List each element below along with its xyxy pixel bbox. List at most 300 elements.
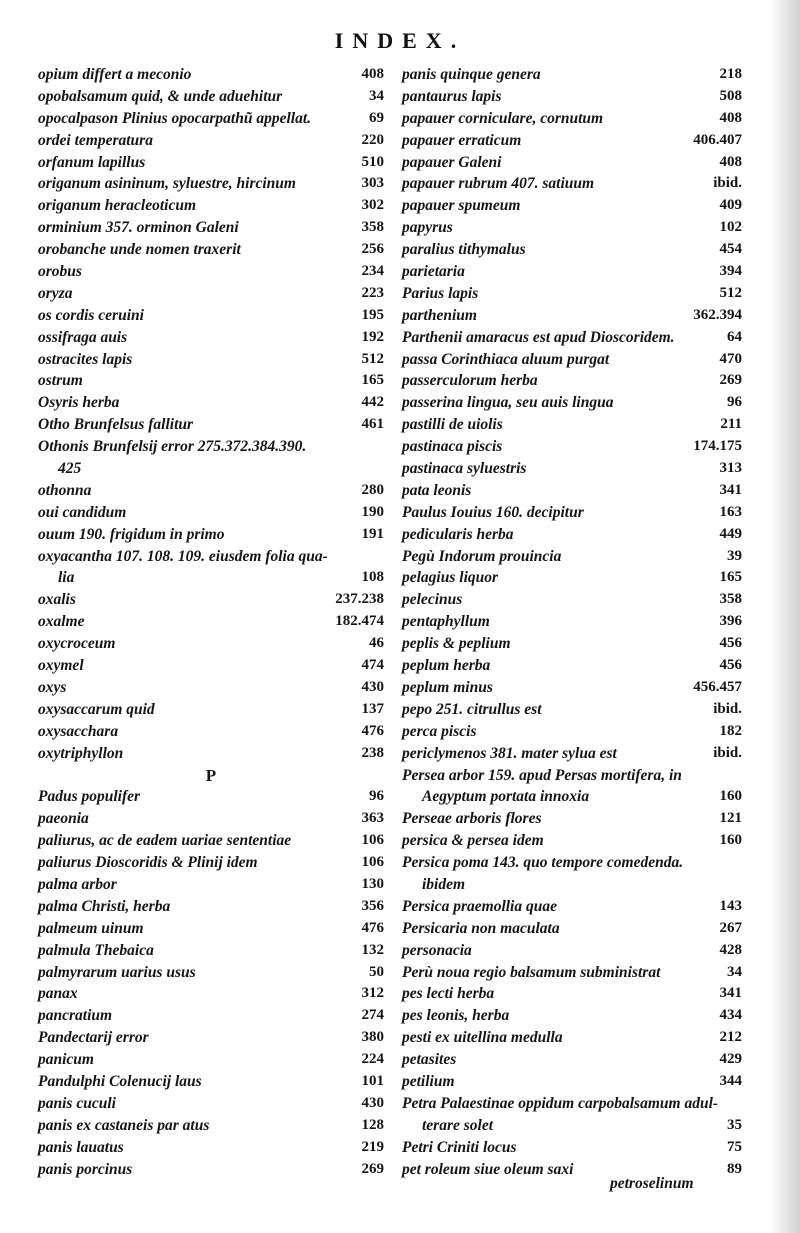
index-term: panis quinque genera: [402, 66, 541, 83]
page-number: 174.175: [693, 438, 742, 455]
index-entry: [402, 261, 742, 283]
page-number: 34: [727, 963, 742, 980]
index-term: Parthenii amaracus est apud Dioscoridem.: [402, 328, 675, 346]
index-term: palmula Thebaica: [38, 941, 154, 959]
page-number: 408: [719, 153, 742, 170]
index-entry: [402, 743, 742, 765]
index-entry: [402, 962, 742, 984]
page-number: 160: [719, 788, 742, 805]
page-number: 75: [727, 1138, 742, 1155]
index-entry: [38, 918, 384, 940]
index-entry: [402, 217, 742, 239]
index-entry: [38, 699, 384, 721]
page-number: 508: [719, 87, 742, 104]
index-term: Petra Palaestinae oppidum carpobalsamum adul-: [402, 1094, 719, 1112]
index-term: orobanche unde nomen traxerit: [38, 241, 241, 259]
page-number: 434: [719, 1007, 742, 1024]
index-term: periclymenos 381. mater sylua est: [402, 744, 617, 762]
index-entry: [402, 655, 742, 677]
index-term: petasites: [402, 1051, 457, 1069]
index-entry: [38, 195, 384, 217]
index-entry: [402, 830, 742, 852]
page-number: 356: [361, 897, 384, 914]
page-number: 363: [361, 810, 384, 827]
index-entry: [402, 918, 742, 940]
page-number: ibid.: [713, 175, 742, 192]
page-edge-shadow: [770, 0, 800, 1233]
index-entry: [38, 392, 384, 414]
index-term: ouum 190. frigidum in primo: [38, 525, 225, 543]
index-term: passa Corinthiaca aluum purgat: [402, 350, 610, 368]
index-term: Perseae arboris flores: [402, 810, 542, 828]
index-term: oxalme: [38, 613, 85, 631]
index-term: ossifraga auis: [38, 328, 128, 346]
index-term: ostrum: [38, 372, 83, 390]
index-entry: [402, 699, 742, 721]
page-number: 269: [361, 1160, 384, 1177]
index-term: opocalpason Plinius opocarpathũ appellat.: [38, 109, 312, 127]
index-entry: [38, 414, 384, 436]
index-term: pantaurus lapis: [402, 87, 502, 105]
index-term: pata leonis: [402, 481, 472, 499]
index-term: palma arbor: [38, 875, 117, 893]
index-term: origanum asininum, syluestre, hircinum: [38, 175, 296, 193]
index-term: oxys: [38, 678, 67, 696]
index-term: lia: [58, 569, 75, 587]
index-term: paeonia: [38, 810, 89, 828]
index-entry: [402, 108, 742, 130]
page-number: 341: [719, 985, 742, 1002]
page-number: 163: [719, 503, 742, 520]
index-entry: [402, 874, 742, 896]
index-entry: [402, 480, 742, 502]
page-number: 34: [369, 87, 384, 104]
index-entry: [38, 830, 384, 852]
index-entry: [402, 327, 742, 349]
page-number: 429: [719, 1051, 742, 1068]
index-entry: [402, 896, 742, 918]
index-term: panis lauatus: [38, 1138, 124, 1156]
page-number: 143: [719, 897, 742, 914]
index-entry: [38, 567, 384, 589]
index-term: palma Christi, herba: [38, 897, 171, 915]
index-term: paliurus Dioscoridis & Plinij idem: [38, 854, 258, 872]
index-term: oui candidum: [38, 503, 127, 521]
index-entry: [38, 655, 384, 677]
index-entry: [38, 1115, 384, 1137]
page-number: 406.407: [693, 131, 742, 148]
page-number: 238: [361, 744, 384, 761]
page-number: 512: [361, 350, 384, 367]
page-number: 442: [361, 394, 384, 411]
index-entry: [38, 239, 384, 261]
index-term: personacia: [402, 941, 472, 959]
index-entry: [38, 786, 384, 808]
index-term: ostracites lapis: [38, 350, 133, 368]
index-entry: [402, 458, 742, 480]
index-entry: [38, 611, 384, 633]
index-entry: [402, 567, 742, 589]
page-number: 394: [719, 263, 742, 280]
index-entry: [402, 983, 742, 1005]
index-term: P: [205, 765, 217, 785]
index-term: pentaphyllum: [402, 613, 490, 631]
index-entry: [402, 502, 742, 524]
index-term: oxalis: [38, 591, 76, 609]
page-number: 192: [361, 328, 384, 345]
page-number: ibid.: [713, 744, 742, 761]
index-entry: [38, 589, 384, 611]
index-entry: [402, 611, 742, 633]
page-number: 46: [369, 635, 384, 652]
index-term: panicum: [38, 1051, 94, 1069]
index-entry: [402, 1115, 742, 1137]
index-term: Otho Brunfelsus fallitur: [38, 416, 194, 434]
index-term: pepo 251. citrullus est: [402, 700, 542, 718]
index-term: orminium 357. orminon Galeni: [38, 219, 239, 237]
index-entry: [38, 86, 384, 108]
index-term: papauer Galeni: [402, 153, 502, 171]
index-entry: [38, 852, 384, 874]
index-term: Padus populifer: [38, 788, 141, 806]
index-term: Persica praemollia quae: [402, 897, 557, 915]
index-term: ibidem: [422, 875, 466, 893]
page-number: 130: [361, 875, 384, 892]
index-term: Persea arbor 159. apud Persas mortifera, in: [402, 766, 682, 784]
page-number: 106: [361, 854, 384, 871]
index-term: Perù noua regio balsamum subministrat: [402, 963, 661, 981]
index-entry: [38, 480, 384, 502]
index-term: pelecinus: [402, 591, 463, 609]
index-entry: [38, 721, 384, 743]
page-number: 108: [361, 569, 384, 586]
index-term: pedicularis herba: [402, 525, 514, 543]
page-number: 128: [361, 1116, 384, 1133]
page-number: 224: [361, 1051, 384, 1068]
page-number: 408: [719, 109, 742, 126]
page-number: 456: [719, 657, 742, 674]
page-number: 474: [361, 657, 384, 674]
page-number: 269: [719, 372, 742, 389]
index-term: orobus: [38, 263, 82, 281]
index-term: panax: [38, 985, 78, 1003]
page-number: 165: [719, 569, 742, 586]
index-entry: [38, 217, 384, 239]
index-entry: [402, 283, 742, 305]
index-term: parietaria: [402, 263, 465, 281]
index-term: opium differt a meconio: [38, 66, 192, 83]
index-term: papauer erraticum: [402, 131, 522, 149]
index-entry: [402, 1137, 742, 1159]
index-entry: [38, 327, 384, 349]
index-term: papyrus: [402, 219, 453, 237]
index-entry: [38, 283, 384, 305]
index-entry: [38, 896, 384, 918]
page-number: 35: [727, 1116, 742, 1133]
index-term: pastilli de uiolis: [402, 416, 503, 434]
page-number: 430: [361, 1094, 384, 1111]
index-entry: [38, 152, 384, 174]
page-number: 408: [361, 66, 384, 82]
index-term: 425: [58, 460, 82, 478]
index-entry: [402, 173, 742, 195]
page-number: 476: [361, 919, 384, 936]
index-term: Othonis Brunfelsij error 275.372.384.390.: [38, 438, 307, 456]
page-number: 39: [727, 547, 742, 564]
index-term: paralius tithymalus: [402, 241, 526, 259]
index-term: othonna: [38, 481, 92, 499]
index-term: papauer corniculare, cornutum: [402, 109, 604, 127]
index-term: panis ex castaneis par atus: [38, 1116, 210, 1134]
page-number: 313: [719, 460, 742, 477]
page-number: 428: [719, 941, 742, 958]
index-term: perca piscis: [402, 722, 477, 740]
index-term: pesti ex uitellina medulla: [402, 1029, 563, 1047]
index-term: opobalsamum quid, & unde aduehitur: [38, 87, 283, 105]
page-number: 191: [361, 525, 384, 542]
index-term: Petri Criniti locus: [402, 1138, 517, 1156]
page-number: 121: [719, 810, 742, 827]
index-term: oxysacchara: [38, 722, 119, 740]
index-term: pastinaca piscis: [402, 438, 503, 456]
page-number: 234: [361, 263, 384, 280]
page-number: 50: [369, 963, 384, 980]
index-term: passerina lingua, seu auis lingua: [402, 394, 614, 412]
index-term: pastinaca syluestris: [402, 460, 527, 478]
page-number: 358: [719, 591, 742, 608]
index-entry: [38, 64, 384, 86]
page-number: 182: [719, 722, 742, 739]
page-number: 218: [719, 66, 742, 82]
left-column: [38, 64, 384, 1180]
page-number: 219: [361, 1138, 384, 1155]
page-number: 456: [719, 635, 742, 652]
index-term: petilium: [402, 1072, 455, 1090]
page-number: 223: [361, 284, 384, 301]
section-letter: [38, 765, 384, 787]
index-term: Persicaria non maculata: [402, 919, 560, 937]
index-entry: [38, 370, 384, 392]
index-term: palmyrarum uarius usus: [38, 963, 196, 981]
page-number: 106: [361, 832, 384, 849]
index-term: Pandulphi Colenucij laus: [38, 1072, 202, 1090]
page-number: 102: [719, 219, 742, 236]
index-entry: [38, 305, 384, 327]
page-number: 165: [361, 372, 384, 389]
index-term: oxycroceum: [38, 635, 116, 653]
page-number: 430: [361, 678, 384, 695]
index-entry: [38, 546, 384, 568]
page-number: 456.457: [693, 678, 742, 695]
index-entry: [402, 589, 742, 611]
index-entry: [402, 349, 742, 371]
index-entry: [38, 524, 384, 546]
index-term: palmeum uinum: [38, 919, 144, 937]
index-entry: [38, 173, 384, 195]
index-entry: [402, 940, 742, 962]
page-number: 212: [719, 1029, 742, 1046]
index-entry: [38, 1137, 384, 1159]
index-term: origanum heracleoticum: [38, 197, 197, 215]
index-entry: [38, 349, 384, 371]
page-number: 274: [361, 1007, 384, 1024]
page-number: 220: [361, 131, 384, 148]
page-number: 160: [719, 832, 742, 849]
index-entry: [402, 765, 742, 787]
page-number: 190: [361, 503, 384, 520]
index-entry: [38, 108, 384, 130]
index-term: Persica poma 143. quo tempore comedenda.: [402, 854, 684, 872]
index-entry: [38, 1159, 384, 1181]
index-entry: [402, 1093, 742, 1115]
index-term: orfanum lapillus: [38, 153, 146, 171]
page-number: 510: [361, 153, 384, 170]
index-entry: [402, 370, 742, 392]
page-number: 512: [719, 284, 742, 301]
index-term: pet roleum siue oleum saxi: [402, 1160, 574, 1178]
page-number: 182.474: [335, 613, 384, 630]
index-term: Paulus Iouius 160. decipitur: [402, 503, 584, 521]
page-number: 344: [719, 1072, 742, 1089]
page-number: 267: [719, 919, 742, 936]
index-term: Aegyptum portata innoxia: [422, 788, 590, 806]
page-number: 89: [727, 1160, 742, 1177]
index-term: pes leonis, herba: [402, 1007, 510, 1025]
page-number: 303: [361, 175, 384, 192]
index-entry: [38, 502, 384, 524]
page-number: 132: [361, 941, 384, 958]
page-number: 64: [727, 328, 742, 345]
page-number: 195: [361, 306, 384, 323]
index-entry: [38, 130, 384, 152]
index-entry: [402, 1027, 742, 1049]
index-entry: [38, 983, 384, 1005]
page-number: 96: [369, 788, 384, 805]
index-entry: [38, 962, 384, 984]
index-term: Osyris herba: [38, 394, 120, 412]
index-entry: [402, 1071, 742, 1093]
page-number: 358: [361, 219, 384, 236]
page-number: 302: [361, 197, 384, 214]
page-number: 101: [361, 1072, 384, 1089]
index-entry: [38, 1093, 384, 1115]
index-entry: [402, 677, 742, 699]
index-term: ordei temperatura: [38, 131, 153, 149]
index-entry: [402, 64, 742, 86]
index-entry: [38, 1027, 384, 1049]
index-entry: [38, 1005, 384, 1027]
index-term: oxyacantha 107. 108. 109. eiusdem folia qua-: [38, 547, 328, 565]
page-number: 256: [361, 241, 384, 258]
page-number: 96: [727, 394, 742, 411]
index-entry: [38, 436, 384, 458]
right-column: [402, 64, 742, 1180]
index-entry: [402, 852, 742, 874]
index-term: parthenium: [402, 306, 477, 324]
index-term: oxysaccarum quid: [38, 700, 155, 718]
index-entry: [402, 633, 742, 655]
page-number: 454: [719, 241, 742, 258]
page-number: 396: [719, 613, 742, 630]
index-entry: [402, 546, 742, 568]
catchword: petroselinum: [610, 1175, 694, 1192]
index-entry: [402, 152, 742, 174]
index-term: Pandectarij error: [38, 1029, 149, 1047]
index-term: pes lecti herba: [402, 985, 495, 1003]
index-entry: [38, 1049, 384, 1071]
index-term: papauer rubrum 407. satiuum: [402, 175, 595, 193]
index-entry: [38, 743, 384, 765]
index-entry: [402, 436, 742, 458]
index-term: paliurus, ac de eadem uariae sententiae: [38, 832, 292, 850]
index-entry: [38, 458, 384, 480]
index-entry: [38, 261, 384, 283]
index-term: passerculorum herba: [402, 372, 538, 390]
page-number: 362.394: [693, 306, 742, 323]
index-entry: [402, 1049, 742, 1071]
index-term: Pegù Indorum prouincia: [402, 547, 562, 565]
page-number: 470: [719, 350, 742, 367]
index-entry: [38, 940, 384, 962]
page-number: 137: [361, 700, 384, 717]
index-term: oxytriphyllon: [38, 744, 124, 762]
index-term: oxymel: [38, 657, 84, 675]
page-number: 461: [361, 416, 384, 433]
index-entry: [38, 874, 384, 896]
index-entry: [402, 414, 742, 436]
page-number: 69: [369, 109, 384, 126]
index-term: pelagius liquor: [402, 569, 499, 587]
index-entry: [402, 86, 742, 108]
index-term: Parius lapis: [402, 284, 479, 302]
index-term: pancratium: [38, 1007, 113, 1025]
page-number: 380: [361, 1029, 384, 1046]
index-entry: [402, 239, 742, 261]
index-entry: [38, 1071, 384, 1093]
index-entry: [402, 392, 742, 414]
index-term: oryza: [38, 284, 73, 302]
page-number: 280: [361, 481, 384, 498]
page-number: 476: [361, 722, 384, 739]
index-entry: [402, 1005, 742, 1027]
index-term: panis porcinus: [38, 1160, 133, 1178]
index-term: panis cuculi: [38, 1094, 116, 1112]
index-term: persica & persea idem: [402, 832, 544, 850]
page-number: 341: [719, 481, 742, 498]
page-header: INDEX.: [334, 28, 466, 53]
index-entry: [402, 808, 742, 830]
page-number: 449: [719, 525, 742, 542]
index-entry: [402, 721, 742, 743]
index-entry: [402, 130, 742, 152]
index-entry: [38, 677, 384, 699]
index-term: os cordis ceruini: [38, 306, 144, 324]
index-term: peplum minus: [402, 678, 493, 696]
page-number: 211: [720, 416, 742, 433]
page-number: 312: [361, 985, 384, 1002]
index-term: peplis & peplium: [402, 635, 511, 653]
index-term: terare solet: [422, 1116, 494, 1134]
index-entry: [38, 808, 384, 830]
index-entry: [402, 786, 742, 808]
page-number: 409: [719, 197, 742, 214]
index-entry: [38, 633, 384, 655]
page-number: 237.238: [335, 591, 384, 608]
index-entry: [402, 524, 742, 546]
index-term: papauer spumeum: [402, 197, 521, 215]
index-entry: [402, 195, 742, 217]
index-entry: [402, 305, 742, 327]
